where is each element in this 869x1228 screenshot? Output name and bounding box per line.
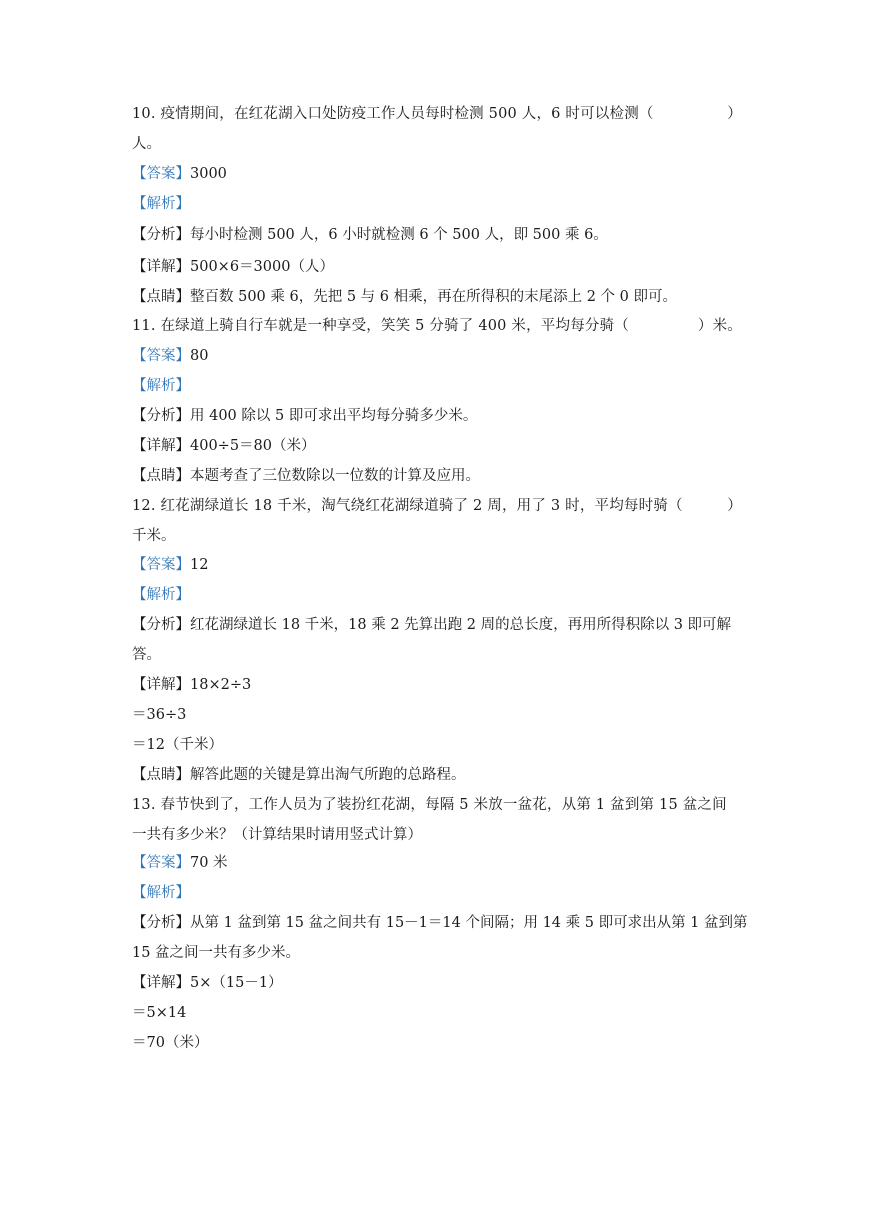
question-11-xiangjie [132,436,742,456]
fenxi-text: 每小时检测 500 人，6 小时就检测 6 个 500 人，即 500 乘 6。 [190,227,608,243]
dianjing-tag: 【点睛】 [132,289,190,305]
question-13-answer [132,853,742,873]
fenxi-text: 用 400 除以 5 即可求出平均每分骑多少米。 [190,408,478,424]
question-10-stem-line1 [132,104,742,124]
xiangjie-step: 400÷5＝80（米） [190,438,316,454]
question-13-fenxi-line1 [132,913,748,933]
question-11-answer [132,346,742,366]
answer-value: 12 [190,557,209,573]
fenxi-tag: 【分析】 [132,617,190,633]
question-11-analysis-tag [132,376,742,396]
answer-tag: 【答案】 [132,348,190,364]
dianjing-tag: 【点睛】 [132,468,190,484]
xiangjie-tag: 【详解】 [132,438,190,454]
answer-value: 80 [190,348,209,364]
question-12-xiangjie-step3: ＝12（千米） [132,737,223,753]
question-12-text: 12. 红花湖绿道长 18 千米，淘气绕红花湖绿道骑了 2 周，用了 3 时，平均每时骑（ [132,498,683,514]
question-12-xiangjie-step2: ＝36÷3 [132,707,187,723]
question-11-fenxi [132,406,742,426]
xiangjie-step: 18×2÷3 [190,677,252,693]
analysis-tag: 【解析】 [132,196,190,212]
fenxi-text: 红花湖绿道长 18 千米，18 乘 2 先算出跑 2 周的总长度，再用所得积除以 3 即可解 [190,617,732,633]
question-13-xiangjie-step2: ＝5×14 [132,1005,187,1021]
question-13-fenxi-line2: 15 盆之间一共有多少米。 [132,945,301,961]
question-10-analysis-tag [132,194,742,214]
fenxi-tag: 【分析】 [132,227,190,243]
question-11-blank-close: ）米。 [697,318,742,334]
answer-value: 3000 [190,166,227,182]
question-13-stem-line2: 一共有多少米？（计算结果时请用竖式计算） [132,827,422,843]
question-13-analysis-tag [132,883,742,903]
answer-value: 70 米 [190,855,228,871]
question-11-text: 11. 在绿道上骑自行车就是一种享受，笑笑 5 分骑了 400 米，平均每分骑（ [132,318,630,334]
question-12-stem-line2: 千米。 [132,528,176,544]
xiangjie-tag: 【详解】 [132,259,190,275]
question-11-dianjing [132,466,742,486]
question-13-stem-line1: 13. 春节快到了，工作人员为了装扮红花湖，每隔 5 米放一盆花，从第 1 盆到第 15 盆之间 [132,797,727,813]
analysis-tag: 【解析】 [132,378,190,394]
question-12-dianjing [132,765,742,785]
fenxi-tag: 【分析】 [132,915,190,931]
question-12-fenxi-line2: 答。 [132,647,161,663]
dianjing-text: 解答此题的关键是算出淘气所跑的总路程。 [190,767,466,783]
question-10-xiangjie [132,257,742,277]
answer-tag: 【答案】 [132,855,190,871]
fenxi-text: 从第 1 盆到第 15 盆之间共有 15－1＝14 个间隔；用 14 乘 5 即可求出从第 1 盆到第 [190,915,748,931]
analysis-tag: 【解析】 [132,885,190,901]
question-12-fenxi-line1 [132,615,742,635]
question-12-answer [132,555,742,575]
dianjing-text: 本题考查了三位数除以一位数的计算及应用。 [190,468,480,484]
question-10-answer [132,164,742,184]
xiangjie-step: 5×（15－1） [190,975,283,991]
question-12-xiangjie [132,675,742,695]
question-10-blank-close: ） [727,106,742,122]
question-10-text: 10. 疫情期间，在红花湖入口处防疫工作人员每时检测 500 人，6 时可以检测（ [132,106,654,122]
question-10-fenxi [132,225,742,245]
question-10-dianjing [132,287,742,307]
question-13-xiangjie [132,973,742,993]
analysis-tag: 【解析】 [132,587,190,603]
xiangjie-tag: 【详解】 [132,975,190,991]
question-12-blank-close: ） [727,498,742,514]
xiangjie-step: 500×6＝3000（人） [190,259,334,275]
xiangjie-tag: 【详解】 [132,677,190,693]
question-12-stem-line1 [132,496,742,516]
answer-tag: 【答案】 [132,166,190,182]
question-13-xiangjie-step3: ＝70（米） [132,1035,209,1051]
question-12-analysis-tag [132,585,742,605]
dianjing-text: 整百数 500 乘 6，先把 5 与 6 相乘，再在所得积的末尾添上 2 个 0 即可。 [190,289,678,305]
answer-tag: 【答案】 [132,557,190,573]
fenxi-tag: 【分析】 [132,408,190,424]
question-10-stem-line2: 人。 [132,136,161,152]
question-11-stem-line1 [132,316,742,336]
dianjing-tag: 【点睛】 [132,767,190,783]
